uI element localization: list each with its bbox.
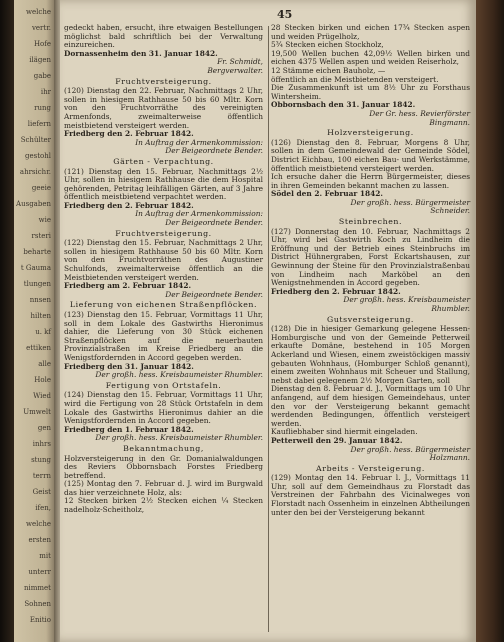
previous-page-fragment: Schülter [20, 136, 51, 144]
section-heading: Lieferung von eichenen Straßenpflöcken. [69, 300, 258, 310]
section-heading: Bekanntmachung, [123, 443, 204, 453]
previous-page-fragment: Hofe [33, 40, 51, 48]
dateline: Obbornsbach den 31. Januar 1842. [271, 100, 416, 110]
previous-page-fragment: geeie [31, 184, 51, 192]
previous-page-fragment: t Gauma [20, 264, 51, 272]
previous-page-fragment: gabe [33, 72, 51, 80]
paragraph: Ich ersuche daher die Herrn Bürgermeister, dieses in ihren Gemeinden bekannt machen zu lassen. [271, 172, 470, 190]
section-heading: Gutsversteigerung. [326, 314, 415, 324]
paragraph: Kaufliebhaber sind hiermit eingeladen. [271, 427, 418, 437]
previous-page-fragment: Ausgaben [16, 200, 51, 208]
paragraph: (126) Dienstag den 8. Februar, Morgens 8 Uhr, sollen in dem Gemeindewald der Gemeinde Södel, District Eichbau, 100 eichen Bau- und Werkstämme, öffentlich meistbietend versteigert werden. [271, 137, 470, 173]
dateline: Friedberg den 31. Januar 1842. [64, 361, 194, 371]
paragraph: (122) Dienstag den 15. Februar, Nachmittags 2 Uhr, sollen in hiesigem Rathhause 50 bis 60 Mltr. Korn von den Fruchtvorräthen des Augustiner Schulfonds, zweimalterweise öffentlich an die Meistbietenden versteigert werden. [64, 238, 263, 282]
paragraph: (129) Montag den 14. Februar l. J., Vormittags 11 Uhr, soll auf dem Gemeindhaus zu Florstadt das Verstreinen der Fahrbahn des Vicinalweges von Florstadt nach Ossenheim in einzelnen Abtheilungen unter den bei der Versteigerung bekannt [271, 473, 470, 517]
signature-line: Fr. Schmidt, [217, 57, 263, 67]
previous-page-fragment: rung [34, 104, 51, 112]
paragraph: gedeckt haben, ersucht, ihre etwaigen Bestellungen möglichst bald schriftlich bei der Verwaltung einzureichen. [64, 23, 263, 50]
signature-line: In Auftrag der Armenkommission: [135, 209, 263, 219]
paragraph: (120) Dienstag den 22. Februar, Nachmittags 2 Uhr, sollen in hiesigem Rathhause 50 bis 60 Mltr. Korn von den Fruchtvorräthe des vereinigten Armenfonds, zweimalterweise öffentlich meistbietend versteigert werden. [64, 86, 263, 130]
dateline: Friedberg den 2. Februar 1842. [64, 200, 194, 210]
dateline: Friedberg den 2. Februar 1842. [64, 129, 194, 139]
signature-line: Der Beigeordnete Bender. [165, 289, 263, 299]
right-column [271, 24, 470, 517]
signature-line: Der Gr. hess. Revierförster [369, 108, 470, 118]
previous-page-fragment: mit [39, 552, 51, 560]
paragraph: Die Zusammenkunft ist um 8½ Uhr zu Forsthaus Wintersheim. [271, 83, 470, 101]
dateline: Friedberg am 2. Februar 1842. [64, 281, 192, 291]
previous-page-fragment: wie [38, 216, 51, 224]
signature-line: Holzmann. [429, 453, 470, 463]
previous-page-fragment: nnsen [29, 296, 51, 304]
column-divider [268, 26, 269, 632]
signature-line: In Auftrag der Armenkommission: [135, 137, 263, 147]
previous-page-fragment: stung [31, 456, 51, 464]
paragraph: 5¾ Stecken eichen Stockholz, [271, 40, 384, 50]
previous-page-fragment: beharte [23, 248, 51, 256]
paragraph: 28 Stecken birken und eichen 17¾ Stecken aspen und weiden Prügelholz, [271, 23, 470, 41]
signature-line: Rhumbler. [431, 304, 470, 313]
paragraph: öffentlich an die Meistbietenden versteigert. [271, 74, 439, 84]
section-heading: Fruchtversteigerung. [115, 228, 212, 238]
section-heading: Fertigung von Ortstafeln. [105, 380, 222, 390]
paragraph: (121) Dienstag den 15. Februar, Nachmittags 2½ Uhr, sollen in hiesigem Rathhause die dem Hospital gehörenden, Petritag leihfälligen Gärten, auf 3 Jahre öffentlich meistbietend verpachtet werden. [64, 166, 263, 202]
previous-page-fragment: ifen, [35, 504, 51, 512]
paragraph: 12 Stecken birken 2½ Stecken eichen ¼ Stecken nadelholz-Scheitholz, [64, 496, 263, 515]
previous-page-fragment: vertr. [31, 24, 51, 32]
paragraph: (123) Dienstag den 15. Februar, Vormittags 11 Uhr, soll in dem Lokale des Gastwirths Hieronimus dahier, die Lieferung von 30 Stück eichenen Straßenpflöcken auf die neuerbauten Provinzialstraßen im Kreise Friedberg an die Wenigstfordernden in Accord gegeben werden. [64, 310, 263, 362]
signature-line: Der großh. hess. Bürgermeister [350, 197, 470, 207]
previous-page-fragment: tlungen [23, 280, 51, 288]
previous-page-fragment: u. kf [35, 328, 51, 336]
paragraph: (128) Die in hiesiger Gemarkung gelegene Hessen-Homburgische und von der Gemeinde Petterweil erkaufte Domäne, bestehend in 105 Morgen Ackerland und Wiesen, einem zweistöckigen massiv gebauten Wohnhaus, (Homburger Schloß genannt), einem zweiten Wohnhaus mit Scheuer und Stallung, nebst dabei gelegenem 2½ Morgen Garten, soll [271, 324, 470, 385]
previous-page-fragment: ilägen [29, 56, 51, 64]
previous-page-fragment: Sohnen [24, 600, 51, 608]
signature-line: Der großh. hess. Kreisbaumeister [343, 295, 470, 305]
paragraph: Dienstag den 8. Februar d. J., Vormittags um 10 Uhr anfangend, auf dem hiesigen Gemeindehaus, unter den vor der Versteigerung bekannt gemacht werdenden Bedingungen, öffentlich versteigert werden. [271, 384, 470, 428]
signature-line: Der großh. hess. Kreisbaumeister Rhumbler. [95, 433, 263, 443]
signature-line: Der Beigeordnete Bender. [165, 218, 263, 228]
signature-line: Der großh. hess. Bürgermeister [350, 444, 470, 454]
book-spine-shadow [0, 0, 14, 642]
signature-line: Bingmann. [429, 117, 470, 127]
previous-page-fragment: Umwelt [23, 408, 51, 416]
signature-line: Der Beigeordnete Bender. [165, 146, 263, 156]
paragraph: (125) Montag den 7. Februar d. J. wird im Burgwald das hier verzeichnete Holz, als: [64, 479, 263, 497]
previous-page-fragment: gestohl [25, 152, 51, 160]
previous-page-fragment: ersten [28, 536, 51, 544]
section-heading: Arbeits - Versteigerung. [316, 463, 425, 473]
previous-page-fragment: unterr [28, 568, 51, 576]
section-heading: Gärten - Verpachtung. [113, 156, 214, 166]
section-heading: Steinbrechen. [338, 217, 403, 227]
book-cover-edge [476, 0, 504, 642]
dateline: Friedberg den 2. Februar 1842. [271, 286, 401, 296]
previous-page-edge [14, 0, 54, 642]
previous-page-fragment: alle [38, 360, 51, 368]
previous-page-fragment: liefern [27, 120, 51, 128]
previous-page-fragment: ahrsichr. [19, 168, 51, 176]
previous-page-fragment: inhrs [32, 440, 51, 448]
signature-line: Schneider. [430, 206, 470, 216]
document-page [60, 0, 476, 642]
previous-page-fragment: terrn [32, 472, 51, 480]
dateline: Södel den 2. Februar 1842. [271, 189, 383, 199]
previous-page-fragment: Hole [34, 376, 51, 384]
previous-page-fragment: ettiken [26, 344, 51, 352]
dateline: Dornassenheim den 31. Januar 1842. [64, 48, 218, 58]
dateline: Friedberg den 1. Februar 1842. [64, 424, 194, 434]
paragraph: Holzversteigerung in den Gr. Domanialwaldungen des Reviers Obbornsbach Forstes Friedberg betreffend. [64, 453, 263, 480]
section-heading: Holzversteigerung. [327, 128, 414, 138]
previous-page-fragment: Wied [33, 392, 51, 400]
signature-line: Der großh. hess. Kreisbaumeister Rhumbler. [95, 370, 263, 380]
signature-line: Bergverwalter. [207, 65, 263, 75]
previous-page-fragment: rsteri [31, 232, 51, 240]
previous-page-fragment: welche [26, 8, 51, 16]
previous-page-fragment: ihr [40, 88, 51, 96]
left-column [64, 24, 263, 515]
previous-page-fragment: Enitio [29, 616, 51, 624]
paragraph: (127) Donnerstag den 10. Februar, Nachmittags 2 Uhr, wird bei Gastwirth Koch zu Lindheim die Eröffnung und der Betrieb eines Steinbruchs im District Hühnergraben, Forst Eckartshausen, zur Gewinnung der Steine für den Provinzialstraßenbau von Lindheim nach Marköbel an den Wenigstnehmenden in Accord gegeben. [271, 226, 470, 288]
previous-page-fragment: hilten [30, 312, 51, 320]
paragraph: 12 Stämme eichen Bauholz, — [271, 65, 386, 75]
dateline: Petterweil den 29. Januar 1842. [271, 435, 403, 445]
previous-page-fragment: welche [26, 520, 51, 528]
paragraph: 19,500 Wellen buchen 42,09½ Wellen birken und eichen 4375 Wellen aspen und weiden Reiserholz, [271, 48, 470, 67]
section-heading: Fruchtversteigerung. [115, 76, 212, 86]
previous-page-fragment: nimmet [24, 584, 51, 592]
paragraph: (124) Dienstag den 15. Februar, Vormittags 11 Uhr, wird die Fertigung von 28 Stück Ortstafeln in dem Lokale des Gastwirths Hieronimus dahier an die Wenigstfordernden in Accord gegeben. [64, 390, 263, 426]
previous-page-fragment: gen [37, 424, 51, 432]
previous-page-fragment: Geist [32, 488, 51, 496]
page-number: 45 [277, 8, 293, 21]
